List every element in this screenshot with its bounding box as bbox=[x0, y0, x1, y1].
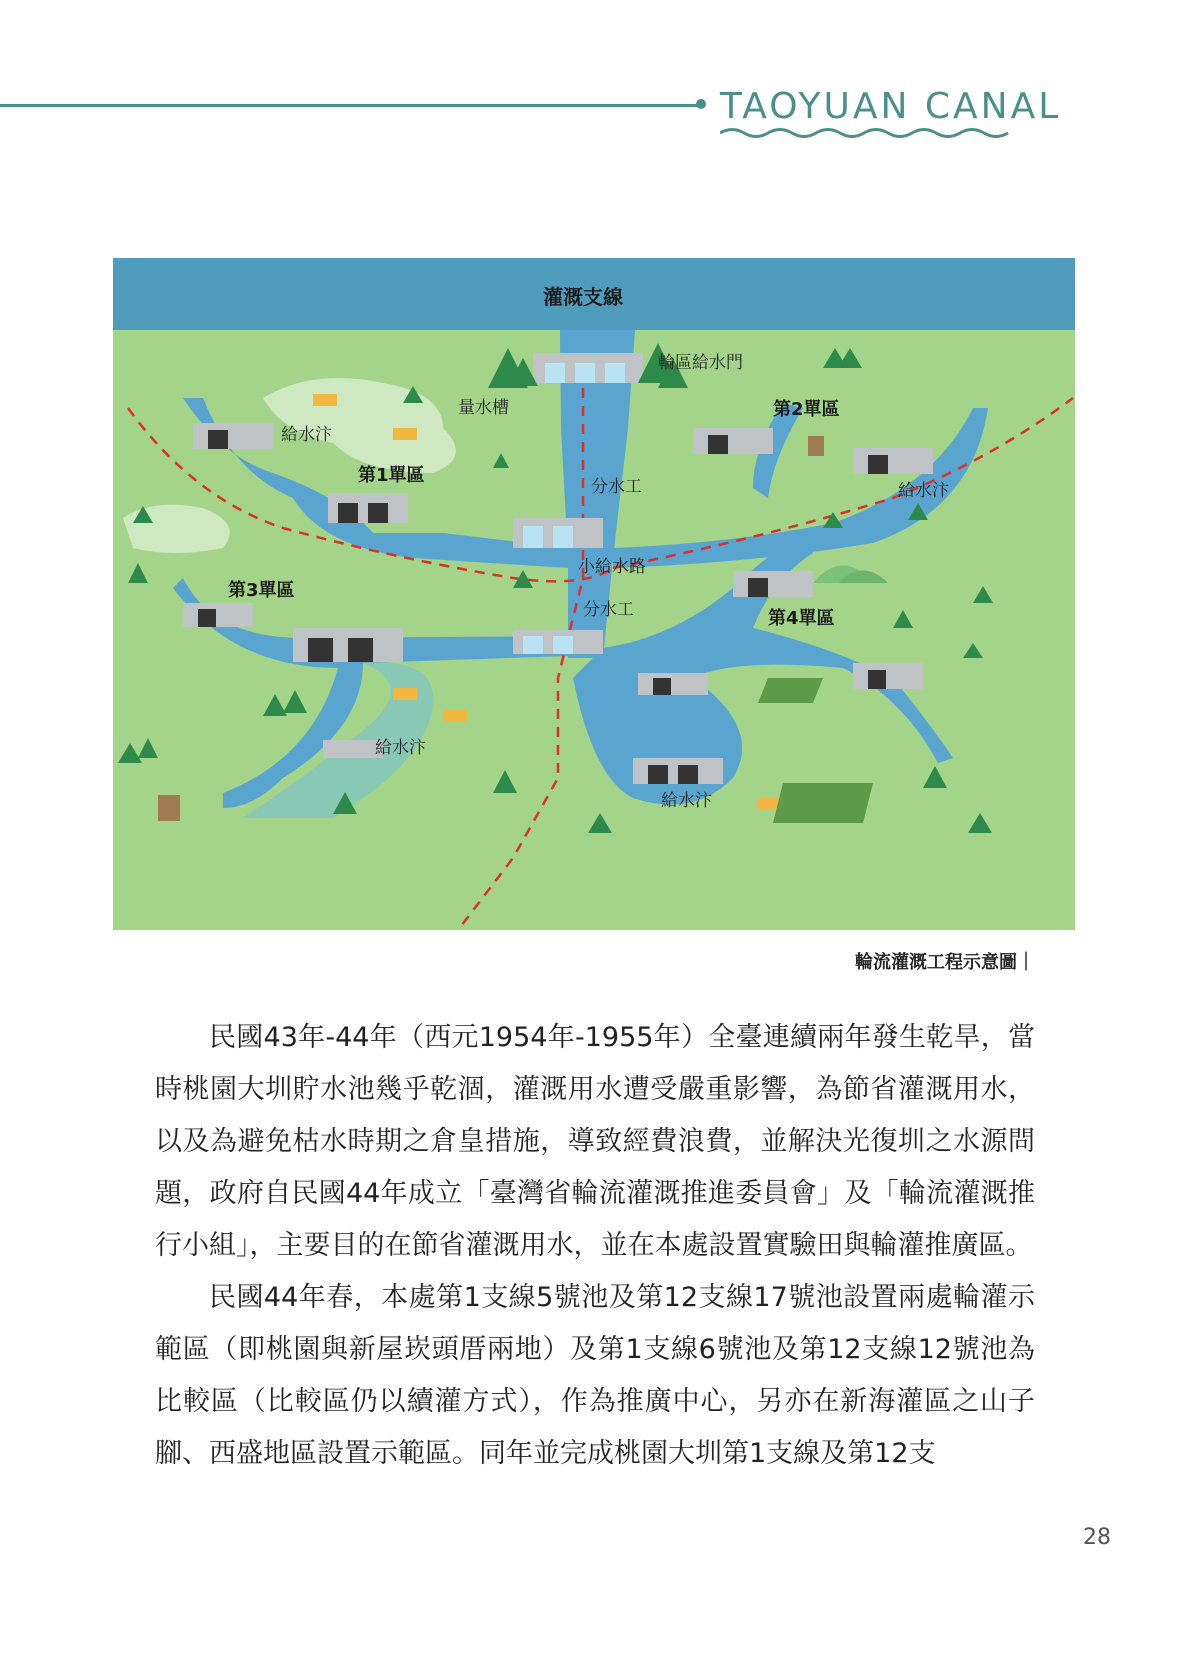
figure-caption: 輪流灌溉工程示意圖｜ bbox=[855, 952, 1035, 973]
page-number: 28 bbox=[1083, 1525, 1111, 1550]
label-outlet-1: 給水汴 bbox=[281, 425, 332, 445]
brand-logo bbox=[720, 86, 1062, 136]
label-splitter-top: 分水工 bbox=[591, 477, 642, 497]
paragraph: 民國44年春，本處第1支線5號池及第12支線17號池設置兩處輪灌示範區（即桃園與新屋崁頭厝兩地）及第1支線6號池及第12支線12號池為比較區（比較區仍以續灌方式），作為推廣中心，另亦在新海灌區之山子腳、西盛地區設置示範區。同年並完成桃園大圳第1支線及第12支 bbox=[155, 1282, 1035, 1469]
label-outlet-2: 給水汴 bbox=[898, 481, 949, 501]
label-flume: 量水槽 bbox=[458, 398, 509, 418]
label-unit2: 第2單區 bbox=[773, 399, 840, 420]
label-outlet-3: 給水汴 bbox=[375, 738, 426, 758]
body-text bbox=[155, 1012, 1035, 1480]
label-unit3: 第3單區 bbox=[228, 580, 295, 601]
label-unit4: 第4單區 bbox=[768, 608, 835, 629]
main-canal-label: 灌溉支線 bbox=[543, 285, 623, 309]
wave-icon bbox=[720, 126, 1020, 140]
rotation-irrigation-diagram bbox=[113, 258, 1075, 930]
splitter-gate-mid bbox=[513, 630, 603, 654]
label-rotation-gate: 輪區給水門 bbox=[658, 353, 743, 373]
brand-title: TAOYUAN CANAL bbox=[720, 86, 1062, 127]
well-icon bbox=[158, 795, 180, 821]
splitter-gate-top bbox=[513, 518, 603, 548]
header-rule bbox=[0, 104, 700, 107]
well-icon bbox=[808, 436, 824, 456]
paragraph: 民國43年-44年（西元1954年-1955年）全臺連續兩年發生乾旱，當時桃園大圳貯水池幾乎乾涸，灌溉用水遭受嚴重影響，為節省灌溉用水，以及為避免枯水時期之倉皇措施，導致經費浪費，並解決光復圳之水源問題，政府自民國44年成立「臺灣省輪流灌溉推進委員會」及「輪流灌溉推行小組」，主要目的在節省灌溉用水，並在本處設置實驗田與輪灌推廣區。 bbox=[155, 1022, 1035, 1261]
label-unit1: 第1單區 bbox=[358, 465, 425, 486]
label-small-canal: 小給水路 bbox=[578, 557, 646, 577]
label-outlet-4: 給水汴 bbox=[661, 791, 712, 811]
rotation-gate bbox=[533, 353, 643, 383]
header-rule-dot bbox=[696, 99, 706, 109]
label-splitter-mid: 分水工 bbox=[583, 600, 634, 620]
